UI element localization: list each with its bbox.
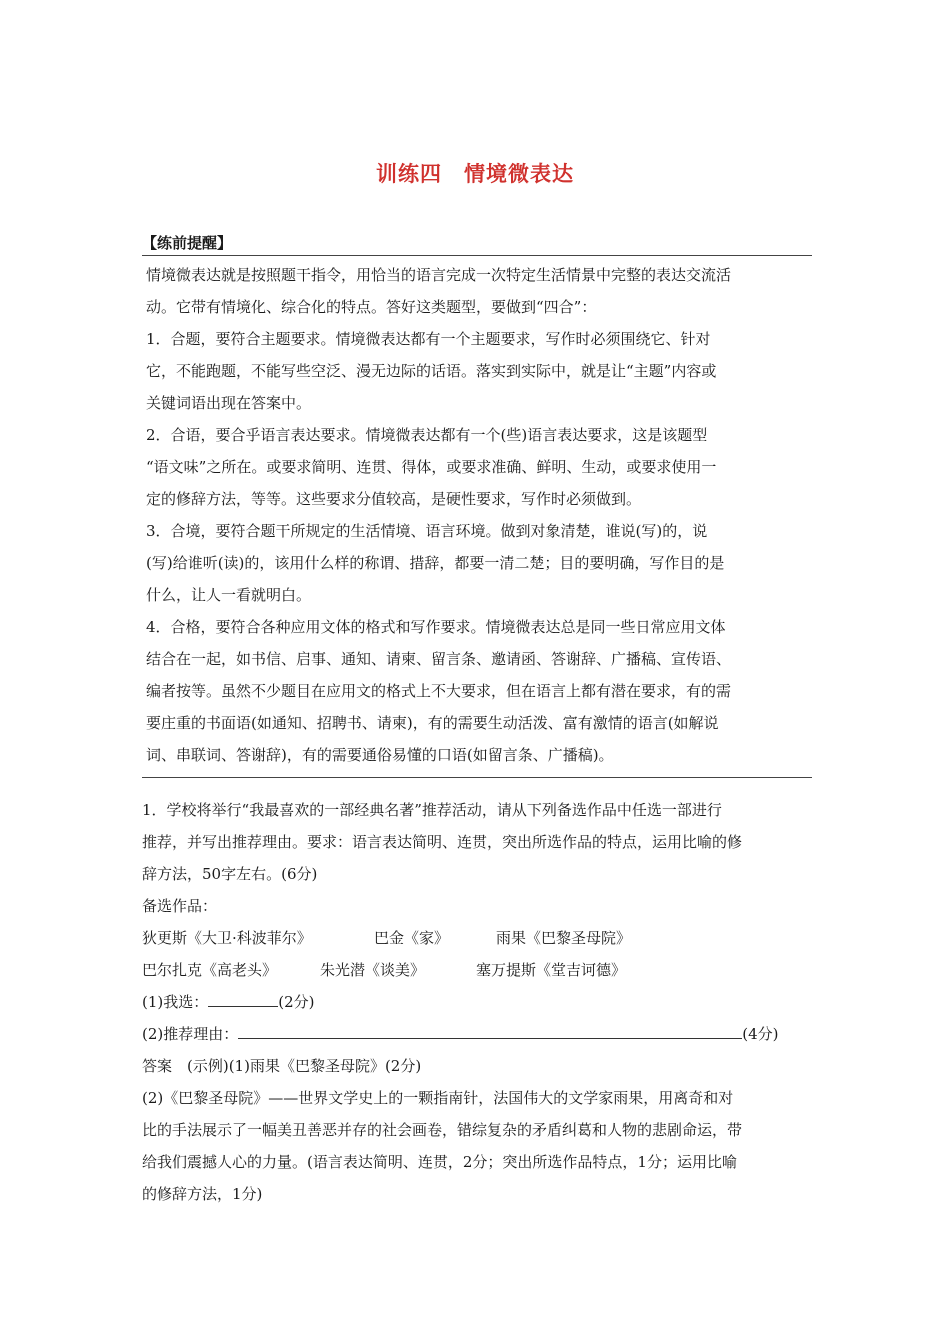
tips-line: 关键词语出现在答案中。 [146, 394, 312, 412]
options-row [142, 954, 814, 986]
option-item: 塞万提斯《堂吉诃德》 [476, 961, 627, 979]
question-stem-line: 1．学校将举行“我最喜欢的一部经典名著”推荐活动，请从下列备选作品中任选一部进行 [142, 801, 722, 819]
tips-box [142, 255, 812, 778]
answer-line: 的修辞方法，1分) [142, 1185, 263, 1203]
sub-question-1 [142, 986, 814, 1018]
option-item: 雨果《巴黎圣母院》 [496, 929, 632, 947]
option-item: 狄更斯《大卫·科波菲尔》 [142, 929, 312, 947]
answer-blank-1[interactable] [208, 988, 278, 1007]
tips-line: 词、串联词、答谢辞)，有的需要通俗易懂的口语(如留言条、广播稿)。 [146, 746, 614, 764]
sub-question-2-label: (2)推荐理由： [142, 1025, 239, 1043]
option-item: 朱光潜《谈美》 [320, 961, 426, 979]
question-stem-line: 推荐，并写出推荐理由。要求：语言表达简明、连贯，突出所选作品的特点，运用比喻的修 [142, 833, 743, 851]
answer-heading: 答案 (示例)(1)雨果《巴黎圣母院》(2分) [142, 1057, 422, 1075]
sub-question-2 [142, 1018, 814, 1050]
question-stem-line: 辞方法，50字左右。(6分) [142, 865, 318, 883]
option-item: 巴尔扎克《高老头》 [142, 961, 278, 979]
tips-line: 编者按等。虽然不少题目在应用文的格式上不大要求，但在语言上都有潜在要求，有的需 [146, 682, 732, 700]
sub-question-1-score: (2分) [278, 993, 315, 1011]
tips-line: 4．合格，要符合各种应用文体的格式和写作要求。情境微表达总是同一些日常应用文体 [146, 618, 726, 636]
tips-line: 情境微表达就是按照题干指令，用恰当的语言完成一次特定生活情景中完整的表达交流活 [146, 266, 732, 284]
tips-heading: 【练前提醒】 [142, 234, 233, 252]
tips-line: 它，不能跑题，不能写些空泛、漫无边际的话语。落实到实际中，就是让“主题”内容或 [146, 362, 717, 380]
tips-line: 定的修辞方法，等等。这些要求分值较高，是硬性要求，写作时必须做到。 [146, 490, 642, 508]
answer-blank-2[interactable] [238, 1020, 742, 1039]
tips-line: 结合在一起，如书信、启事、通知、请柬、留言条、邀请函、答谢辞、广播稿、宣传语、 [146, 650, 732, 668]
options-label: 备选作品： [142, 897, 218, 915]
option-item: 巴金《家》 [374, 929, 450, 947]
answer-line: 给我们震撼人心的力量。(语言表达简明、连贯，2分；突出所选作品特点，1分；运用比喻 [142, 1153, 737, 1171]
sub-question-1-label: (1)我选： [142, 993, 209, 1011]
tips-line: (写)给谁听(读)的，该用什么样的称谓、措辞，都要一清二楚；目的要明确，写作目的是 [146, 554, 725, 572]
question-section [142, 794, 814, 1210]
tips-line: 3．合境，要符合题干所规定的生活情境、语言环境。做到对象清楚，谁说(写)的，说 [146, 522, 708, 540]
tips-line: 要庄重的书面语(如通知、招聘书、请柬)，有的需要生动活泼、富有激情的语言(如解说 [146, 714, 719, 732]
answer-line: (2)《巴黎圣母院》——世界文学史上的一颗指南针，法国伟大的文学家雨果，用离奇和对 [142, 1089, 734, 1107]
options-row [142, 922, 814, 954]
sub-question-2-score: (4分) [742, 1025, 779, 1043]
answer-line: 比的手法展示了一幅美丑善恶并存的社会画卷，错综复杂的矛盾纠葛和人物的悲剧命运，带 [142, 1121, 743, 1139]
tips-line: “语文味”之所在。或要求简明、连贯、得体，或要求准确、鲜明、生动，或要求使用一 [146, 458, 717, 476]
tips-line: 动。它带有情境化、综合化的特点。答好这类题型，要做到“四合”： [146, 298, 597, 316]
tips-line: 什么，让人一看就明白。 [146, 586, 312, 604]
page-title: 训练四 情境微表达 [376, 162, 574, 186]
tips-line: 2．合语，要合乎语言表达要求。情境微表达都有一个(些)语言表达要求，这是该题型 [146, 426, 708, 444]
tips-line: 1．合题，要符合主题要求。情境微表达都有一个主题要求，写作时必须围绕它、针对 [146, 330, 711, 348]
